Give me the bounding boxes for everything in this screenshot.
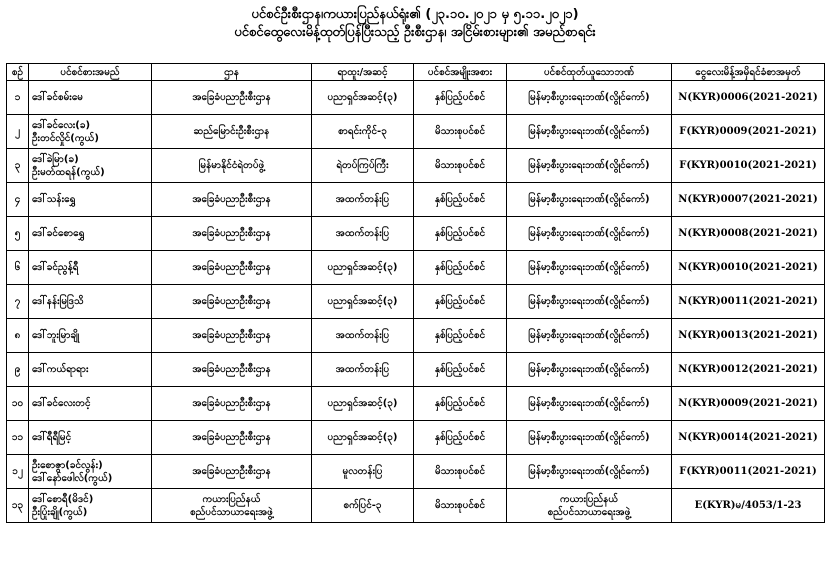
- cell-name: [29, 217, 152, 251]
- cell-pension-type: [414, 489, 507, 523]
- cell-department: [152, 285, 312, 319]
- cell-pension-type: [414, 115, 507, 149]
- cell-bank: [507, 149, 672, 183]
- cell-code-text: N(KYR)0006(2021-2021): [678, 92, 818, 103]
- cell-name: [29, 115, 152, 149]
- cell-department-text: စည်ပင်သာယာရေးအဖွဲ့: [190, 506, 273, 518]
- cell-rank: [312, 217, 414, 251]
- cell-bank: [507, 353, 672, 387]
- cell-code-text: N(KYR)0008(2021-2021): [678, 228, 818, 239]
- table-row: [7, 149, 825, 183]
- cell-name-text: ဒေါ်ကယ်ရာရား: [32, 364, 89, 375]
- header-pension-type: ပင်စင်အမျိုးအစား: [414, 64, 507, 81]
- cell-code-text: N(KYR)0013(2021-2021): [678, 330, 818, 341]
- cell-pension-type-text: နှစ်ပြည့်ပင်စင်: [434, 330, 486, 341]
- cell-department: [152, 353, 312, 387]
- cell-code: [672, 353, 825, 387]
- cell-bank-text: ကယားပြည်နယ်: [559, 493, 619, 505]
- cell-rank-text: ပညာရှင်အဆင့်(၃): [327, 296, 398, 307]
- cell-code: [672, 183, 825, 217]
- cell-department: [152, 455, 312, 489]
- table-row: [7, 319, 825, 353]
- cell-code-text: N(KYR)0012(2021-2021): [678, 364, 818, 375]
- cell-pension-type: [414, 251, 507, 285]
- cell-pension-type-text: မိသားစုပင်စင်: [434, 126, 486, 137]
- cell-code: [672, 115, 825, 149]
- cell-department: [152, 183, 312, 217]
- cell-pension-type: [414, 81, 507, 115]
- cell-bank-text: မြန်မာ့စီးပွားရေးဘဏ်(လွိုင်ကော်): [528, 228, 650, 239]
- cell-name: [29, 285, 152, 319]
- cell-department-text: အခြေခံပညာဦးစီးဌာန: [192, 364, 271, 375]
- cell-bank-text: မြန်မာ့စီးပွားရေးဘဏ်(လွိုင်ကော်): [528, 364, 650, 375]
- cell-serial: [7, 149, 29, 183]
- table-row: [7, 489, 825, 523]
- cell-rank-text: စာရင်းကိုင်-၃: [338, 126, 387, 137]
- cell-serial-text: ၇: [14, 296, 21, 307]
- cell-department-text: အခြေခံပညာဦးစီးဌာန: [192, 194, 271, 205]
- cell-serial-text: ၂: [15, 126, 20, 137]
- cell-rank-text: အထက်တန်းပြ: [335, 330, 390, 341]
- cell-rank: [312, 251, 414, 285]
- cell-code: [672, 149, 825, 183]
- cell-pension-type: [414, 421, 507, 455]
- table-row: [7, 353, 825, 387]
- cell-pension-type-text: နှစ်ပြည့်ပင်စင်: [434, 398, 486, 409]
- cell-bank: [507, 251, 672, 285]
- cell-department-text: မြန်မာနိုင်ငံရဲတပ်ဖွဲ့: [198, 160, 265, 171]
- cell-department: [152, 149, 312, 183]
- cell-code-text: F(KYR)0009(2021-2021): [679, 126, 817, 137]
- cell-code-text: N(KYR)0007(2021-2021): [678, 194, 818, 205]
- cell-code: [672, 387, 825, 421]
- cell-rank: [312, 319, 414, 353]
- cell-serial-text: ၆: [14, 262, 21, 273]
- cell-rank: [312, 353, 414, 387]
- table-row: [7, 387, 825, 421]
- cell-department-text: အခြေခံပညာဦးစီးဌာန: [192, 228, 271, 239]
- cell-bank-text: မြန်မာ့စီးပွားရေးဘဏ်(လွိုင်ကော်): [528, 194, 650, 205]
- table-row: [7, 115, 825, 149]
- cell-bank-text: မြန်မာ့စီးပွားရေးဘဏ်(လွိုင်ကော်): [528, 262, 650, 273]
- cell-rank-text: ပညာရှင်အဆင့်(၃): [327, 398, 398, 409]
- cell-department: [152, 251, 312, 285]
- cell-department: [152, 387, 312, 421]
- pension-table: [6, 63, 825, 523]
- cell-code-text: N(KYR)0014(2021-2021): [678, 432, 818, 443]
- cell-bank: [507, 489, 672, 523]
- header-department: ဌာန: [152, 64, 312, 81]
- cell-bank: [507, 81, 672, 115]
- cell-department-text: အခြေခံပညာဦးစီးဌာန: [192, 262, 271, 273]
- cell-name-text: ဦးပြုံးချို(ကွယ်): [32, 506, 88, 518]
- table-row: [7, 285, 825, 319]
- cell-name-text: ဦးစောဇွာ(ခင်လွန်း): [32, 459, 103, 471]
- cell-name-text: ဒေါ်ဘူးမြာချို: [32, 330, 80, 341]
- cell-department: [152, 319, 312, 353]
- cell-rank: [312, 149, 414, 183]
- cell-department: [152, 81, 312, 115]
- cell-name-text: ဒေါ်ခဲမြာ(ခ): [32, 153, 79, 165]
- cell-serial: [7, 421, 29, 455]
- cell-rank: [312, 183, 414, 217]
- cell-pension-type-text: နှစ်ပြည့်ပင်စင်: [434, 262, 486, 273]
- cell-bank: [507, 285, 672, 319]
- cell-code-text: F(KYR)0010(2021-2021): [679, 160, 817, 171]
- cell-name: [29, 251, 152, 285]
- cell-bank: [507, 183, 672, 217]
- cell-department: [152, 489, 312, 523]
- cell-name: [29, 81, 152, 115]
- cell-pension-type-text: နှစ်ပြည့်ပင်စင်: [434, 296, 486, 307]
- cell-serial: [7, 183, 29, 217]
- table-header-row: [7, 64, 825, 81]
- cell-bank: [507, 421, 672, 455]
- cell-bank-text: မြန်မာ့စီးပွားရေးဘဏ်(လွိုင်ကော်): [528, 126, 650, 137]
- cell-serial-text: ၁: [14, 92, 21, 103]
- cell-rank-text: ပညာရှင်အဆင့်(၃): [327, 262, 398, 273]
- cell-pension-type-text: နှစ်ပြည့်ပင်စင်: [434, 92, 486, 103]
- cell-serial: [7, 319, 29, 353]
- cell-serial-text: ၉: [14, 364, 21, 375]
- cell-serial-text: ၁၂: [12, 466, 23, 477]
- cell-serial: [7, 285, 29, 319]
- cell-rank-text: ရဲတပ်ကြပ်ကြီး: [336, 160, 389, 171]
- cell-department: [152, 421, 312, 455]
- cell-code-text: N(KYR)0011(2021-2021): [678, 296, 818, 307]
- cell-name-text: ဒေါ်စောရီ(မိဒင်): [32, 493, 94, 505]
- cell-name: [29, 319, 152, 353]
- cell-serial: [7, 353, 29, 387]
- cell-serial-text: ၅: [14, 228, 21, 239]
- cell-name: [29, 183, 152, 217]
- cell-code: [672, 319, 825, 353]
- cell-name: [29, 421, 152, 455]
- cell-pension-type-text: နှစ်ပြည့်ပင်စင်: [434, 432, 486, 443]
- cell-serial-text: ၁၀: [11, 398, 24, 409]
- cell-code: [672, 217, 825, 251]
- cell-bank: [507, 217, 672, 251]
- cell-department-text: အခြေခံပညာဦးစီးဌာန: [192, 330, 271, 341]
- cell-code-text: N(KYR)0010(2021-2021): [678, 262, 818, 273]
- cell-rank: [312, 285, 414, 319]
- cell-serial-text: ၃: [14, 160, 21, 171]
- cell-code-text: N(KYR)0009(2021-2021): [678, 398, 818, 409]
- cell-pension-type: [414, 149, 507, 183]
- cell-rank-text: အထက်တန်းပြ: [335, 194, 390, 205]
- cell-name: [29, 387, 152, 421]
- cell-pension-type: [414, 455, 507, 489]
- cell-pension-type-text: မိသားစုပင်စင်: [434, 466, 486, 477]
- cell-department-text: အခြေခံပညာဦးစီးဌာန: [192, 92, 271, 103]
- cell-code: [672, 421, 825, 455]
- cell-pension-type: [414, 217, 507, 251]
- cell-serial-text: ၁၃: [11, 500, 24, 511]
- cell-department-text: အခြေခံပညာဦးစီးဌာန: [192, 398, 271, 409]
- cell-department-text: အခြေခံပညာဦးစီးဌာန: [192, 466, 271, 477]
- cell-serial: [7, 115, 29, 149]
- cell-code: [672, 81, 825, 115]
- header-code: ငွေလေးမိန့်အမှိရင်ခံစာအမှတ်: [672, 64, 825, 81]
- cell-rank: [312, 115, 414, 149]
- cell-pension-type-text: နှစ်ပြည့်ပင်စင်: [434, 364, 486, 375]
- cell-bank: [507, 319, 672, 353]
- cell-name: [29, 149, 152, 183]
- cell-code: [672, 455, 825, 489]
- cell-name: [29, 489, 152, 523]
- cell-rank: [312, 455, 414, 489]
- cell-department: [152, 115, 312, 149]
- header-bank: ပင်စင်ထုတ်ယူသောဘဏ်: [507, 64, 672, 81]
- cell-pension-type: [414, 285, 507, 319]
- cell-code-text: E(KYR)မ/4053/1-23: [694, 500, 802, 511]
- cell-serial: [7, 217, 29, 251]
- cell-bank: [507, 455, 672, 489]
- cell-department-text: ကယားပြည်နယ်: [202, 493, 261, 505]
- cell-serial: [7, 455, 29, 489]
- cell-rank-text: မူလတန်းပြ: [342, 466, 383, 477]
- cell-pension-type-text: နှစ်ပြည့်ပင်စင်: [434, 228, 486, 239]
- cell-name-text: ဒေါ်ရီရီမြင့်: [32, 432, 72, 443]
- cell-serial: [7, 387, 29, 421]
- cell-name: [29, 353, 152, 387]
- document-title: ပင်စင်ဦးစီးဌာန၊ကယားပြည်နယ်ရုံး၏ (၂၃.၁၀.၂၀၂၁ မှ ၅.၁၁.၂၀၂၁): [251, 7, 579, 22]
- cell-bank-text: မြန်မာ့စီးပွားရေးဘဏ်(လွိုင်ကော်): [528, 296, 650, 307]
- cell-bank-text: မြန်မာ့စီးပွားရေးဘဏ်(လွိုင်ကော်): [528, 432, 650, 443]
- cell-bank-text: မြန်မာ့စီးပွားရေးဘဏ်(လွိုင်ကော်): [528, 466, 650, 477]
- cell-bank-text: မြန်မာ့စီးပွားရေးဘဏ်(လွိုင်ကော်): [528, 92, 650, 103]
- header-name: ပင်စင်စားအမည်: [29, 64, 152, 81]
- cell-bank-text: စည်ပင်သာယာရေးအဖွဲ့: [547, 506, 631, 518]
- cell-serial-text: ၄: [14, 194, 21, 205]
- cell-rank: [312, 387, 414, 421]
- cell-name-text: ဒေါ်သန်းရွှေ: [32, 194, 76, 205]
- cell-name-text: ဒေါ်ခင်စမ်းမေ: [32, 92, 83, 103]
- table-row: [7, 251, 825, 285]
- cell-rank-text: စက်ပြင်-၃: [343, 500, 382, 511]
- cell-name-text: ဒေါ်နော်ဖေါလ်(ကွယ်): [32, 472, 113, 484]
- cell-bank-text: မြန်မာ့စီးပွားရေးဘဏ်(လွိုင်ကော်): [528, 160, 650, 171]
- cell-serial: [7, 251, 29, 285]
- cell-serial-text: ၁၁: [11, 432, 24, 443]
- cell-code-text: F(KYR)0011(2021-2021): [679, 466, 817, 477]
- cell-serial: [7, 489, 29, 523]
- cell-rank-text: အထက်တန်းပြ: [335, 364, 390, 375]
- document-subtitle: ပင်စင်ထွေလေးမိန့်ထုတ်ပြန်ပြီးသည့် ဦးစီးဌာန၊ အငြိမ်းစားများ၏ အမည်စာရင်း: [234, 25, 596, 40]
- cell-bank: [507, 387, 672, 421]
- cell-rank: [312, 421, 414, 455]
- cell-department-text: အခြေခံပညာဦးစီးဌာန: [192, 432, 271, 443]
- header-rank: ရာထူး/အဆင့်: [312, 64, 414, 81]
- cell-code: [672, 489, 825, 523]
- cell-name-text: ဦးတင်လှိုင်(ကွယ်): [32, 132, 99, 144]
- cell-pension-type: [414, 353, 507, 387]
- table-row: [7, 81, 825, 115]
- cell-rank: [312, 489, 414, 523]
- cell-name-text: ဒေါ်ခင်လေးတင့်: [32, 398, 91, 409]
- cell-rank-text: အထက်တန်းပြ: [335, 228, 390, 239]
- cell-bank: [507, 115, 672, 149]
- cell-name-text: ဒေါ်ခင်ညွန့်ရီ: [32, 262, 79, 273]
- cell-name-text: ဒေါ်နန်းမြဒြသိ: [32, 296, 84, 307]
- cell-rank-text: ပညာရှင်အဆင့်(၃): [327, 432, 398, 443]
- cell-department-text: အခြေခံပညာဦးစီးဌာန: [192, 296, 271, 307]
- cell-code: [672, 251, 825, 285]
- table-row: [7, 183, 825, 217]
- cell-pension-type-text: မိသားစုပင်စင်: [434, 160, 486, 171]
- cell-pension-type: [414, 319, 507, 353]
- cell-rank-text: ပညာရှင်အဆင့်(၃): [327, 92, 398, 103]
- cell-name-text: ဒေါ်ခင်လေး(ခ): [32, 119, 91, 131]
- cell-name: [29, 455, 152, 489]
- table-row: [7, 217, 825, 251]
- cell-bank-text: မြန်မာ့စီးပွားရေးဘဏ်(လွိုင်ကော်): [528, 330, 650, 341]
- cell-pension-type: [414, 387, 507, 421]
- cell-department: [152, 217, 312, 251]
- cell-department-text: ဆည်မြောင်းဦးစီးဌာန: [193, 126, 270, 137]
- cell-pension-type-text: မိသားစုပင်စင်: [434, 500, 486, 511]
- cell-serial: [7, 81, 29, 115]
- cell-rank: [312, 81, 414, 115]
- table-row: [7, 421, 825, 455]
- cell-serial-text: ၈: [14, 330, 21, 341]
- table-row: [7, 455, 825, 489]
- cell-pension-type: [414, 183, 507, 217]
- cell-name-text: ဦးမတ်ထရန်(ကွယ်): [32, 166, 105, 178]
- cell-bank-text: မြန်မာ့စီးပွားရေးဘဏ်(လွိုင်ကော်): [528, 398, 650, 409]
- cell-code: [672, 285, 825, 319]
- cell-name-text: ဒေါ်ခင်စောရွှေ: [32, 228, 85, 239]
- cell-pension-type-text: နှစ်ပြည့်ပင်စင်: [434, 194, 486, 205]
- header-serial: စဉ်: [7, 64, 29, 81]
